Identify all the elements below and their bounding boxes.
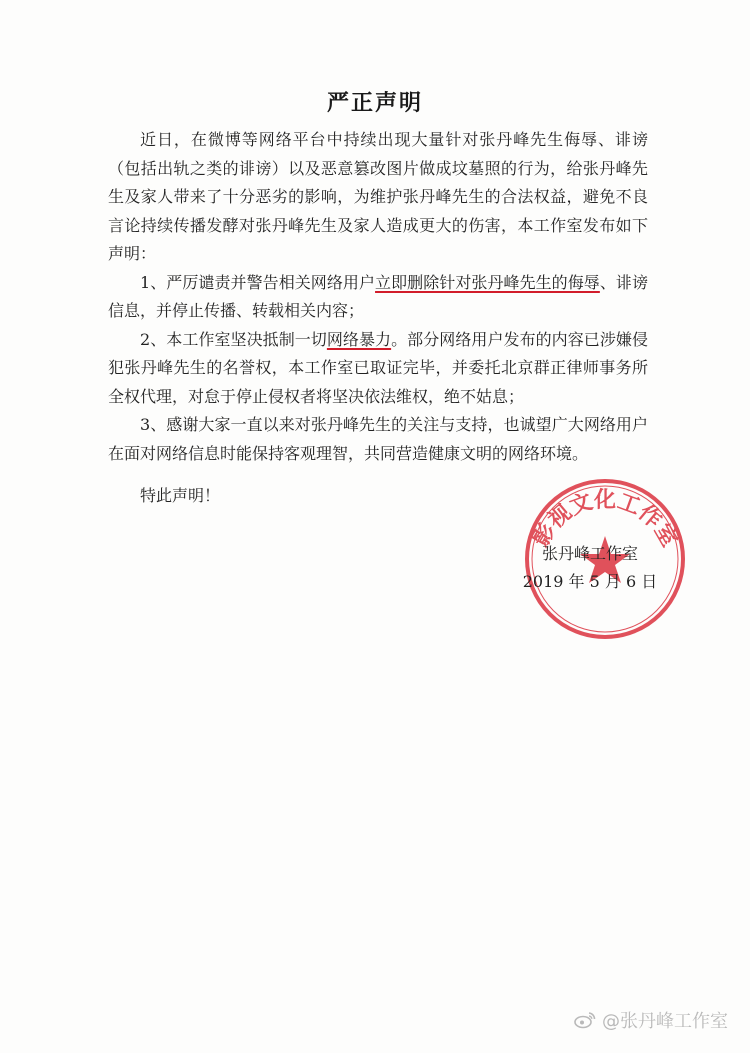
document-body — [108, 126, 648, 468]
document-title: 严正声明 — [326, 91, 423, 116]
item-1-text-a: 1、严厉谴责并警告相关网络用户 — [140, 272, 376, 292]
weibo-icon — [574, 1011, 596, 1029]
item-1-text-b: 、诽谤信息，并停止传播、转载相关内容； — [108, 272, 648, 320]
item-2-highlight: 网络暴力 — [326, 329, 392, 349]
item-3-paragraph: 3、感谢大家一直以来对张丹峰先生的关注与支持，也诚望广大网络用户在面对网络信息时能保持客观理智，共同营造健康文明的网络环境。 — [108, 415, 648, 463]
signature-block — [510, 540, 670, 596]
seal-text: 影视文化工作室 — [528, 488, 682, 552]
signature-name: 张丹峰工作室 — [541, 544, 638, 563]
watermark-text: @张丹峰工作室 — [602, 1011, 728, 1032]
closing-line: 特此声明！ — [140, 486, 221, 505]
item-2-text-a: 2、本工作室坚决抵制一切 — [140, 329, 327, 349]
item-2-paragraph — [108, 326, 648, 412]
item-1-highlight: 立即删除针对张丹峰先生的侮辱 — [375, 272, 600, 292]
item-2-text-b: 。部分网络用户发布的内容已涉嫌侵犯张丹峰先生的名誉权，本工作室已取证完毕，并委托北京群正律师事务所全权代理，对怠于停止侵权者将坚决依法维权，绝不姑息； — [108, 329, 648, 406]
intro-paragraph: 近日，在微博等网络平台中持续出现大量针对张丹峰先生侮辱、诽谤（包括出轨之类的诽谤）以及恶意篡改图片做成坟墓照的行为，给张丹峰先生及家人带来了十分恶劣的影响，为维护张丹峰先生的合法权益，避免不良言论持续传播发酵对张丹峰先生及家人造成更大的伤害，本工作室发布如下声明： — [108, 130, 648, 263]
weibo-watermark — [574, 1007, 728, 1033]
signature-date: 2019 年 5 月 6 日 — [522, 572, 658, 591]
item-1-paragraph — [108, 269, 648, 326]
